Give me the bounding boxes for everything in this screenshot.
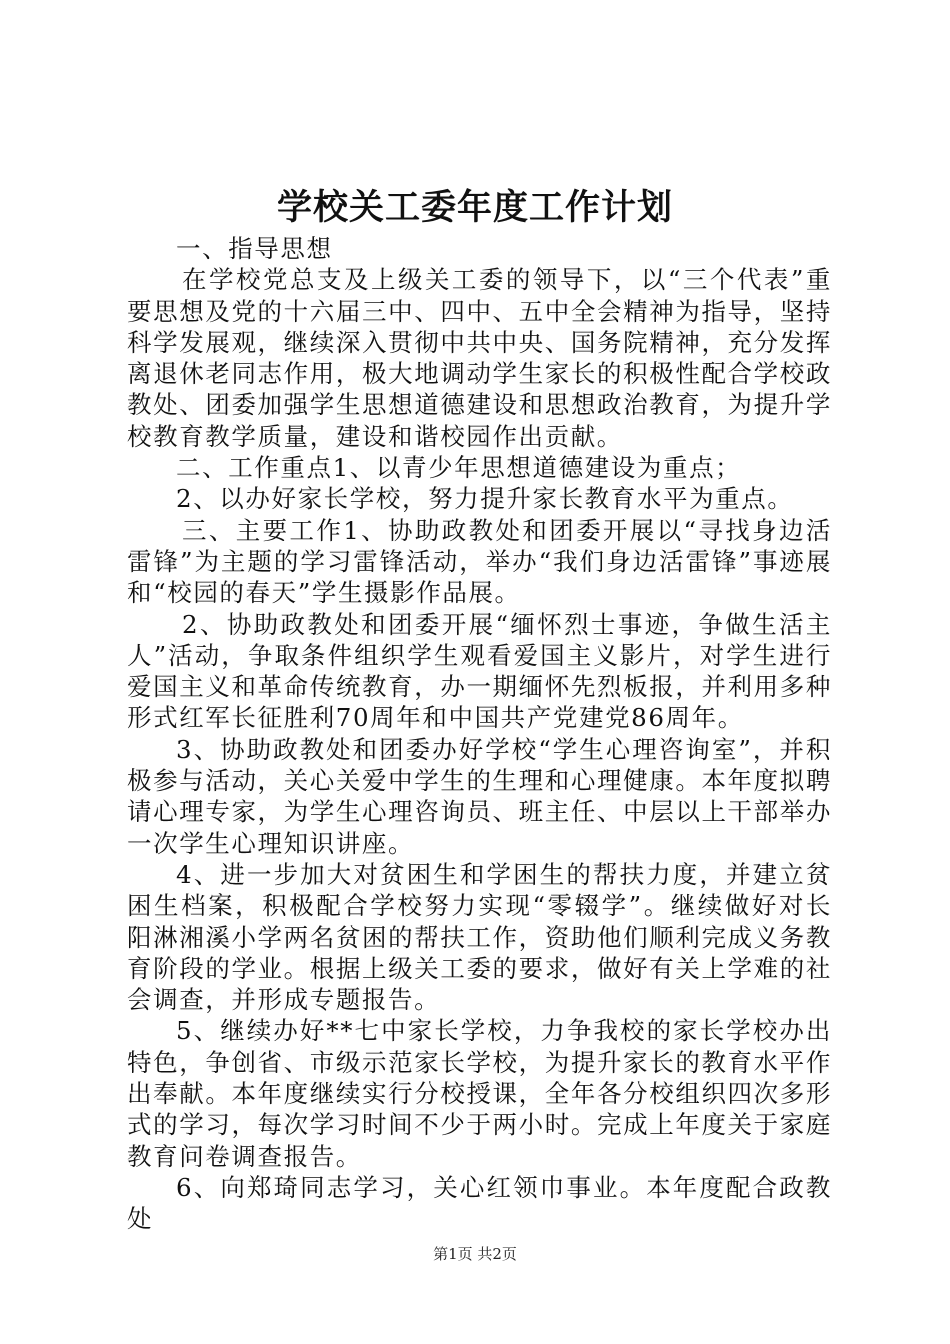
paragraph-main-work-2: 2、协助政教处和团委开展“缅怀烈士事迹，争做生活主人”活动，争取条件组织学生观看爱国主义影片，对学生进行爱国主义和革命传统教育，办一期缅怀先烈板报，并利用多种形式红军长征胜利70周年和中国共产党建党86周年。 xyxy=(127,609,832,733)
paragraph-work-focus-1: 二、工作重点1、以青少年思想道德建设为重点； xyxy=(176,453,742,483)
document-title: 学校关工委年度工作计划 xyxy=(276,187,673,228)
paragraph-main-work-3: 3、协助政教处和团委办好学校“学生心理咨询室”，并积极参与活动，关心关爱中学生的生理和心理健康。本年度拟聘请心理专家，为学生心理咨询员、班主任、中层以上干部举办一次学生心理知识讲座。 xyxy=(127,734,832,858)
paragraph-main-work-4: 4、进一步加大对贫困生和学困生的帮扶力度，并建立贫困生档案，积极配合学校努力实现“零辍学”。继续做好对长阳淋湘溪小学两名贫困的帮扶工作，资助他们顺利完成义务教育阶段的学业。根据上级关工委的要求，做好有关上学难的社会调查，并形成专题报告。 xyxy=(127,859,832,1015)
page-number-footer: 第1页 共2页 xyxy=(433,1245,517,1263)
paragraph-main-work-6: 6、向郑琦同志学习，关心红领巾事业。本年度配合政教处 xyxy=(127,1172,832,1234)
paragraph-guiding-thought: 在学校党总支及上级关工委的领导下，以“三个代表”重要思想及党的十六届三中、四中、五中全会精神为指导，坚持科学发展观，继续深入贯彻中共中央、国务院精神，充分发挥离退休老同志作用，极大地调动学生家长的积极性配合学校政教处、团委加强学生思想道德建设和思想政治教育，为提升学校教育教学质量，建设和谐校园作出贡献。 xyxy=(127,265,832,451)
paragraph-work-focus-2: 2、以办好家长学校，努力提升家长教育水平为重点。 xyxy=(176,484,794,514)
document-body xyxy=(127,233,832,1235)
paragraph-guiding-thought-heading: 一、指导思想 xyxy=(176,234,333,263)
paragraph-main-work-5: 5、继续办好**七中家长学校，力争我校的家长学校办出特色，争创省、市级示范家长学校，为提升家长的教育水平作出奉献。本年度继续实行分校授课，全年各分校组织四次多形式的学习，每次学习时间不少于两小时。完成上年度关于家庭教育问卷调查报告。 xyxy=(127,1016,832,1171)
paragraph-main-work-1: 三、主要工作1、协助政教处和团委开展以“寻找身边活雷锋”为主题的学习雷锋活动，举办“我们身边活雷锋”事迹展和“校园的春天”学生摄影作品展。 xyxy=(127,515,832,608)
